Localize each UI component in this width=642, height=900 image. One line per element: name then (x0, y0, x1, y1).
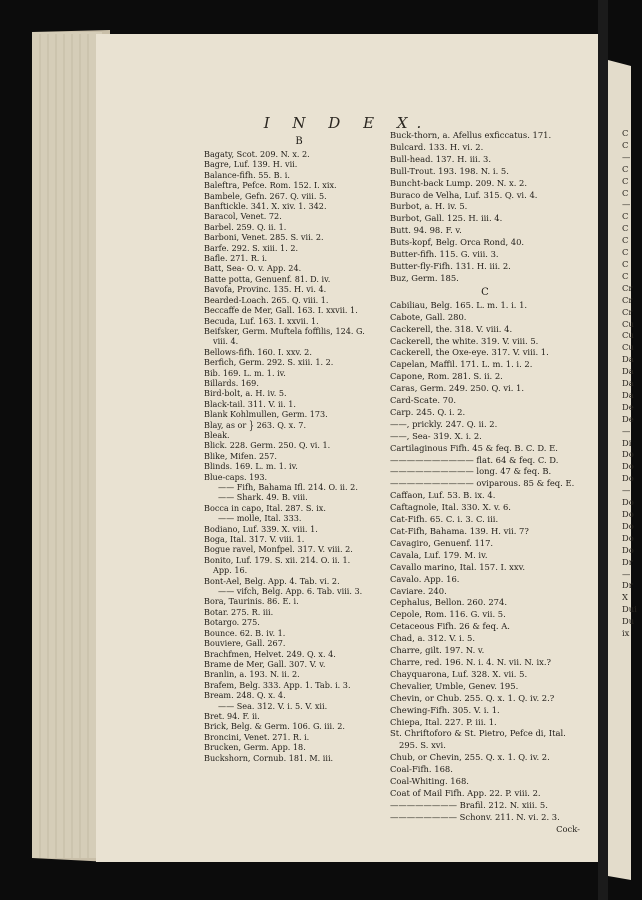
index-entry: Brachfmen, Helvet. 249. Q. x. 4. (204, 648, 336, 659)
index-entry: Berfich, Germ. 292. S. xiii. 1. 2. (204, 357, 334, 368)
index-entry: Broncini, Venet. 271. R. i. (204, 731, 310, 742)
index-subentry: —— Shark. 49. B. viii. (218, 492, 308, 503)
index-entry: Bodiano, Luf. 339. X. viii. 1. (204, 523, 318, 534)
index-entry: Bleak. (204, 429, 230, 440)
facing-page-fragment: Do (622, 497, 634, 508)
brace-reference: 263. Q. x. 7. (256, 419, 307, 430)
index-entry: Bret. 94. F. ii. (204, 710, 260, 721)
index-page (96, 34, 598, 862)
facing-page-fragment: Da (622, 389, 634, 400)
index-entry: Card-Scate. 70. (390, 395, 456, 406)
facing-page-fragment: Cu (622, 342, 634, 353)
facing-page-fragment: C (622, 258, 629, 269)
index-entry: Cackerell, the Oxe-eye. 317. V. viii. 1. (390, 347, 549, 358)
index-entry: Bavofa, Provinc. 135. H. vi. 4. (204, 284, 327, 295)
index-entry: Boga, Ital. 317. V. viii. 1. (204, 534, 305, 545)
index-entry: Brame de Mer, Gall. 307. V. v. (204, 658, 326, 669)
facing-page-fragment: Dr (622, 580, 633, 591)
index-entry: Butter-fifh. 115. G. viii. 3. (390, 249, 499, 260)
index-entry: Barbel. 259. Q. ii. 1. (204, 221, 287, 232)
facing-page-fragment: — (622, 425, 631, 436)
index-entry: Coal-Whiting. 168. (390, 776, 469, 787)
facing-page-fragment: C (622, 235, 629, 246)
index-entry: Chayquarona, Luf. 328. X. vii. 5. (390, 668, 528, 679)
facing-page-fragment: C (622, 128, 629, 138)
index-entry: Branlin, a. 193. N. ii. 2. (204, 669, 300, 680)
index-entry: Bagre, Luf. 139. H. vii. (204, 159, 298, 170)
index-entry: Buckshorn, Cornub. 181. M. iii. (204, 752, 334, 763)
index-entry: Billards. 169. (204, 377, 259, 388)
facing-page-fragment: Da (622, 354, 634, 365)
page-title: I N D E X. (263, 114, 431, 132)
facing-page-fragment: C (622, 270, 629, 281)
index-entry: Buck-thorn, a. Afellus exficcatus. 171. (390, 130, 552, 140)
index-entry: Becuda, Luf. 163. I. xxvii. 1. (204, 315, 319, 326)
index-entry: Brafem, Belg. 333. App. 1. Tab. i. 3. (204, 679, 351, 690)
index-entry: Bull-head. 137. H. iii. 3. (390, 153, 492, 164)
facing-page-fragment: Do (622, 520, 634, 531)
facing-page-fragment: — (622, 485, 631, 496)
section-letter-b: B (295, 136, 303, 147)
index-subentry: ———————— Schonv. 211. N. vi. 2. 3. (390, 811, 560, 822)
facing-page-fragments (622, 128, 642, 640)
index-entry: Blike, Mifen. 257. (204, 450, 278, 461)
index-entry: Beifsker, Germ. Muftela foffilis, 124. G. (204, 325, 365, 336)
index-subentry: —— Fifh, Bahama Ifl. 214. O. ii. 2. (218, 482, 358, 492)
facing-page-fragment: Do (622, 509, 634, 519)
facing-page-fragment: Cr (622, 306, 633, 317)
index-entry: Charre, gilt. 197. N. v. (390, 645, 485, 656)
index-entry: Cavallo marino, Ital. 157. I. xxv. (390, 561, 526, 572)
index-entry: Bream. 248. Q. x. 4. (204, 690, 286, 701)
index-entry-continuation: viii. 4. (213, 336, 239, 347)
facing-page-fragment: Cr (622, 294, 633, 305)
index-entry: Bocca in capo, Ital. 287. S. ix. (204, 502, 326, 513)
facing-page-fragment: Cu (622, 330, 634, 341)
index-entry-braced (204, 417, 394, 432)
index-entry: Brick, Belg. & Germ. 106. G. iii. 2. (204, 721, 345, 732)
index-entry: Cephalus, Bellon. 260. 274. (390, 597, 507, 608)
facing-page-fragment: Du (622, 616, 635, 627)
index-entry: Capone, Rom. 281. S. ii. 2. (390, 371, 503, 382)
index-entry: Bird-bolt, a. H. iv. 5. (204, 388, 287, 399)
index-entry: Cabiliau, Belg. 165. L. m. 1. i. 1. (390, 299, 528, 310)
index-entry: Buts-kopf, Belg. Orca Rond, 40. (390, 237, 525, 248)
index-entry: Coal-Fifh. 168. (390, 764, 453, 775)
index-entry: Carp. 245. Q. i. 2. (390, 406, 466, 417)
index-subentry: ——, prickly. 247. Q. ii. 2. (390, 418, 498, 429)
index-entry: Caras, Germ. 249. 250. Q. vi. 1. (390, 383, 525, 394)
facing-page-fragment: C (622, 247, 629, 258)
index-entry: Cat-Fifh. 65. C. i. 3. C. iii. (390, 514, 499, 525)
index-entry: Buraco de Velha, Luf. 315. Q. vi. 4. (390, 189, 538, 200)
index-entry: Charre, red. 196. N. i. 4. N. vii. N. ix.? (390, 656, 552, 667)
index-entry: Cavagiro, Genuenf. 117. (390, 537, 494, 548)
index-entry: St. Chriftoforo & St. Pietro, Pefce di, Ital. (390, 728, 566, 739)
left-index-column (204, 130, 394, 763)
facing-page-fragment: C (622, 187, 629, 198)
index-subentry: —— Sea. 312. V. i. 5. V. xii. (218, 700, 328, 711)
facing-page-fragment: De (622, 401, 634, 412)
section-letter-c: C (481, 286, 489, 298)
facing-page-fragment: ix (622, 628, 630, 639)
index-entry: Coat of Mail Fifh. App. 22. P. viii. 2. (390, 787, 541, 798)
index-entry: Bambele, Gefn. 267. Q. viii. 5. (204, 190, 327, 201)
index-entry: Caffaon, Luf. 53. B. ix. 4. (390, 490, 496, 501)
index-entry: Bora, Taurinis. 86. E. i. (204, 596, 299, 607)
index-entry: Blank Kohlmullen, Germ. 173. (204, 409, 328, 420)
index-subentry: —————————— oviparous. 85 & feq. E. (390, 478, 575, 489)
facing-page-fragment: Cr (622, 282, 633, 293)
facing-page-fragment: C (622, 211, 629, 222)
index-entry: Chad, a. 312. V. i. 5. (390, 633, 476, 644)
index-entry: Baracol, Venet. 72. (204, 211, 282, 222)
index-entry: Batte potta, Genuenf. 81. D. iv. (204, 273, 331, 284)
facing-page-fragment: — (622, 151, 631, 162)
facing-page-fragment: Dui (622, 604, 637, 615)
index-entry: Bellows-fifh. 160. I. xxv. 2. (204, 346, 312, 357)
index-entry: Buncht-back Lump. 209. N. x. 2. (390, 177, 528, 188)
index-entry: Burbot, a. H. iv. 5. (390, 201, 468, 212)
index-entry: Chevin, or Chub. 255. Q. x. 1. Q. iv. 2.? (390, 692, 555, 703)
index-subentry: ——, Sea- 319. X. i. 2. (390, 430, 482, 441)
facing-page-fragment: Do (622, 449, 634, 460)
index-entry: Capelan, Maffil. 171. L. m. 1. i. 2. (390, 359, 533, 370)
facing-page-fragment: De (622, 413, 634, 424)
index-entry: Cetaceous Fifh. 26 & feq. A. (390, 621, 510, 632)
index-subentry: —— molle, Ital. 333. (218, 513, 302, 524)
index-entry: Burbot, Gall. 125. H. iii. 4. (390, 213, 503, 224)
index-entry: Blue-caps. 193. (204, 471, 268, 482)
index-entry-continuation: App. 16. (213, 565, 248, 576)
facing-page-fragment: C (622, 223, 629, 234)
index-entry: Bagaty, Scot. 209. N. x. 2. (204, 149, 310, 159)
facing-page-fragment: Di (622, 437, 632, 448)
index-entry: Cavala, Luf. 179. M. iv. (390, 549, 488, 560)
index-entry: Batt, Sea- O. v. App. 24. (204, 263, 302, 274)
index-entry: Blay, as or (204, 419, 247, 430)
index-entry: Balance-fifh. 55. B. i. (204, 169, 290, 180)
facing-page-fragment: X (622, 592, 628, 603)
facing-page-fragment: — (622, 568, 631, 579)
index-subentry: —————————— flat. 64 & feq. C. D. (390, 454, 559, 465)
index-entry: Bearded-Loach. 265. Q. viii. 1. (204, 294, 329, 305)
index-subentry: ———————— Brafil. 212. N. xiii. 5. (390, 799, 548, 810)
index-entry: Bull-Trout. 193. 198. N. i. 5. (390, 165, 509, 176)
index-entry: Cackerell, the white. 319. V. viii. 5. (390, 335, 539, 346)
index-entry: Bonito, Luf. 179. S. xii. 214. O. ii. 1. (204, 554, 351, 565)
index-subentry: —— vifch, Belg. App. 6. Tab. viii. 3. (218, 586, 363, 597)
index-entry: Botar. 275. R. iii. (204, 606, 274, 617)
index-entry: Cabote, Gall. 280. (390, 311, 467, 322)
facing-page-fragment: Da (622, 378, 634, 389)
index-entry: Chiepa, Ital. 227. P. iii. 1. (390, 716, 497, 727)
index-entry: Chub, or Chevin, 255. Q. x. 1. Q. iv. 2. (390, 752, 550, 763)
facing-page-fragment: Dr (622, 556, 633, 567)
facing-page-fragment: Da (622, 366, 634, 377)
index-entry: Bont-Ael, Belg. App. 4. Tab. vi. 2. (204, 575, 340, 586)
facing-page-fragment: Cu (622, 318, 634, 329)
index-entry: Barfe. 292. S. xiii. 1. 2. (204, 242, 299, 253)
index-entry: Cepole, Rom. 116. G. vii. 5. (390, 609, 506, 620)
index-entry: Baleftra, Pefce. Rom. 152. I. xix. (204, 180, 337, 191)
facing-page-fragment: Do (622, 461, 634, 472)
index-entry: Blick. 228. Germ. 250. Q. vi. 1. (204, 440, 331, 451)
index-entry: Bounce. 62. B. iv. 1. (204, 627, 286, 638)
index-entry: Chewing-Fifh. 305. V. i. 1. (390, 704, 500, 715)
index-entry: Cavalo. App. 16. (390, 573, 460, 584)
index-entry: Brucken, Germ. App. 18. (204, 742, 306, 753)
index-entry: Blinds. 169. L. m. 1. iv. (204, 461, 298, 472)
index-entry: Bafle. 271. R. i. (204, 253, 268, 264)
facing-page-fragment: — (622, 199, 631, 210)
index-entry: Black-tail. 311. V. ii. 1. (204, 398, 297, 409)
index-entry: Caviare. 240. (390, 585, 447, 596)
index-entry: Cackerell, the. 318. V. viii. 4. (390, 323, 513, 334)
facing-page-fragment: C (622, 175, 629, 186)
index-entry: Bulcard. 133. H. vi. 2. (390, 141, 484, 152)
index-entry: Bogue ravel, Monfpel. 317. V. viii. 2. (204, 544, 353, 555)
index-entry: Butter-fly-Fifh. 131. H. iii. 2. (390, 260, 511, 271)
index-entry: Buz, Germ. 185. (390, 272, 459, 283)
index-entry: Beccaffe de Mer, Gall. 163. I. xxvii. 1. (204, 305, 358, 316)
facing-page-fragment: C (622, 139, 629, 150)
index-entry: Cat-Fifh, Bahama. 139. H. vii. 7? (390, 526, 529, 536)
index-entry-continuation: 295. S. xvi. (399, 740, 446, 751)
facing-page-fragment: Do (622, 473, 634, 484)
brace-symbol: } (248, 417, 255, 432)
index-entry: Chevalier, Umble, Genev. 195. (390, 680, 519, 691)
index-entry: Bouviere, Gall. 267. (204, 638, 286, 649)
index-subentry: —————————— long. 47 & feq. B. (390, 466, 552, 477)
index-entry: Botargo. 275. (204, 617, 260, 628)
index-entry: Banftickle. 341. X. xiv. 1. 342. (204, 201, 327, 212)
right-index-column (390, 130, 580, 836)
index-entry: Caftagnole, Ital. 330. X. v. 6. (390, 502, 511, 513)
facing-page-fragment: Do (622, 532, 634, 543)
index-entry: Bib. 169. L. m. 1. iv. (204, 367, 286, 378)
facing-page-fragment: C (622, 163, 629, 174)
index-entry: Cartilaginous Fifh. 45 & feq. B. C. D. E. (390, 442, 558, 453)
index-entry: Barboni, Venet. 285. S. vii. 2. (204, 232, 324, 243)
catchword: Cock- (556, 823, 580, 834)
index-entry: Butt. 94. 98. F. v. (390, 225, 462, 236)
facing-page-fragment: Do (622, 544, 634, 555)
